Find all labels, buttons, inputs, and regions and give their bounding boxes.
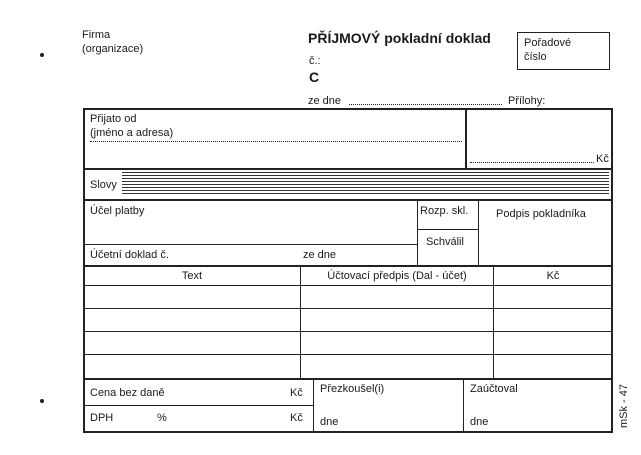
order-number-label-2: číslo [524, 51, 547, 63]
date-label: ze dne [308, 95, 342, 107]
organization-label: (organizace) [82, 43, 144, 55]
rozp-divider-mid [417, 229, 478, 230]
received-from-field[interactable] [90, 141, 462, 142]
checked-label: Přezkoušel(i) [320, 383, 385, 395]
price-without-tax-label: Cena bez daně [90, 387, 165, 399]
purpose-divider [84, 244, 417, 245]
accounting-date-label: ze dne [303, 249, 337, 261]
accounting-doc-label: Účetní doklad č. [90, 249, 169, 261]
date-field[interactable] [349, 104, 502, 105]
footer-col-divider-1 [313, 379, 314, 432]
approved-label: Schválil [426, 236, 464, 248]
table-col-divider-1 [300, 266, 301, 378]
rozp-divider-left [417, 200, 418, 266]
posted-label: Zaúčtoval [470, 383, 518, 395]
company-label: Firma [82, 29, 111, 41]
checked-date-label: dne [320, 416, 339, 428]
footer-col-divider-2 [463, 379, 464, 432]
table-row[interactable] [84, 331, 612, 332]
row-divider-3 [84, 265, 612, 267]
received-divider [465, 109, 467, 169]
rozp-label: Rozp. skl. [420, 205, 469, 217]
footer-divider [84, 405, 313, 406]
received-from-sublabel: (jméno a adresa) [90, 127, 174, 139]
vat-currency: Kč [290, 412, 303, 424]
attachments-label: Přílohy: [508, 95, 546, 107]
punch-hole-top [40, 53, 44, 57]
table-row[interactable] [84, 354, 612, 355]
table-header-posting: Účtovací předpis (Dal - účet) [327, 270, 467, 282]
table-header-line [84, 285, 612, 286]
table-header-amount: Kč [546, 270, 560, 282]
form-code: mSk - 47 [618, 383, 630, 428]
table-header-text: Text [181, 270, 203, 282]
row-divider-4 [84, 378, 612, 380]
number-value[interactable]: C [309, 69, 320, 85]
punch-hole-bottom [40, 399, 44, 403]
rozp-divider-right [478, 200, 479, 266]
table-row[interactable] [84, 308, 612, 309]
received-from-label: Přijato od [90, 113, 137, 125]
posted-date-label: dne [470, 416, 489, 428]
row-divider-1 [84, 168, 612, 170]
words-label: Slovy [90, 179, 117, 191]
table-col-divider-2 [493, 266, 494, 378]
row-divider-2 [84, 199, 612, 201]
amount-field[interactable] [470, 162, 594, 163]
words-field[interactable] [122, 172, 609, 195]
number-label: č.: [309, 55, 321, 67]
vat-percent: % [157, 412, 167, 424]
price-currency: Kč [290, 387, 303, 399]
amount-currency: Kč [596, 153, 609, 165]
cashier-signature-label: Podpis pokladníka [496, 208, 586, 220]
purpose-label: Účel platby [90, 205, 145, 217]
order-number-label-1: Pořadové [524, 37, 572, 49]
vat-label: DPH [90, 412, 114, 424]
page-title: PŘÍJMOVÝ pokladní doklad [308, 30, 491, 46]
